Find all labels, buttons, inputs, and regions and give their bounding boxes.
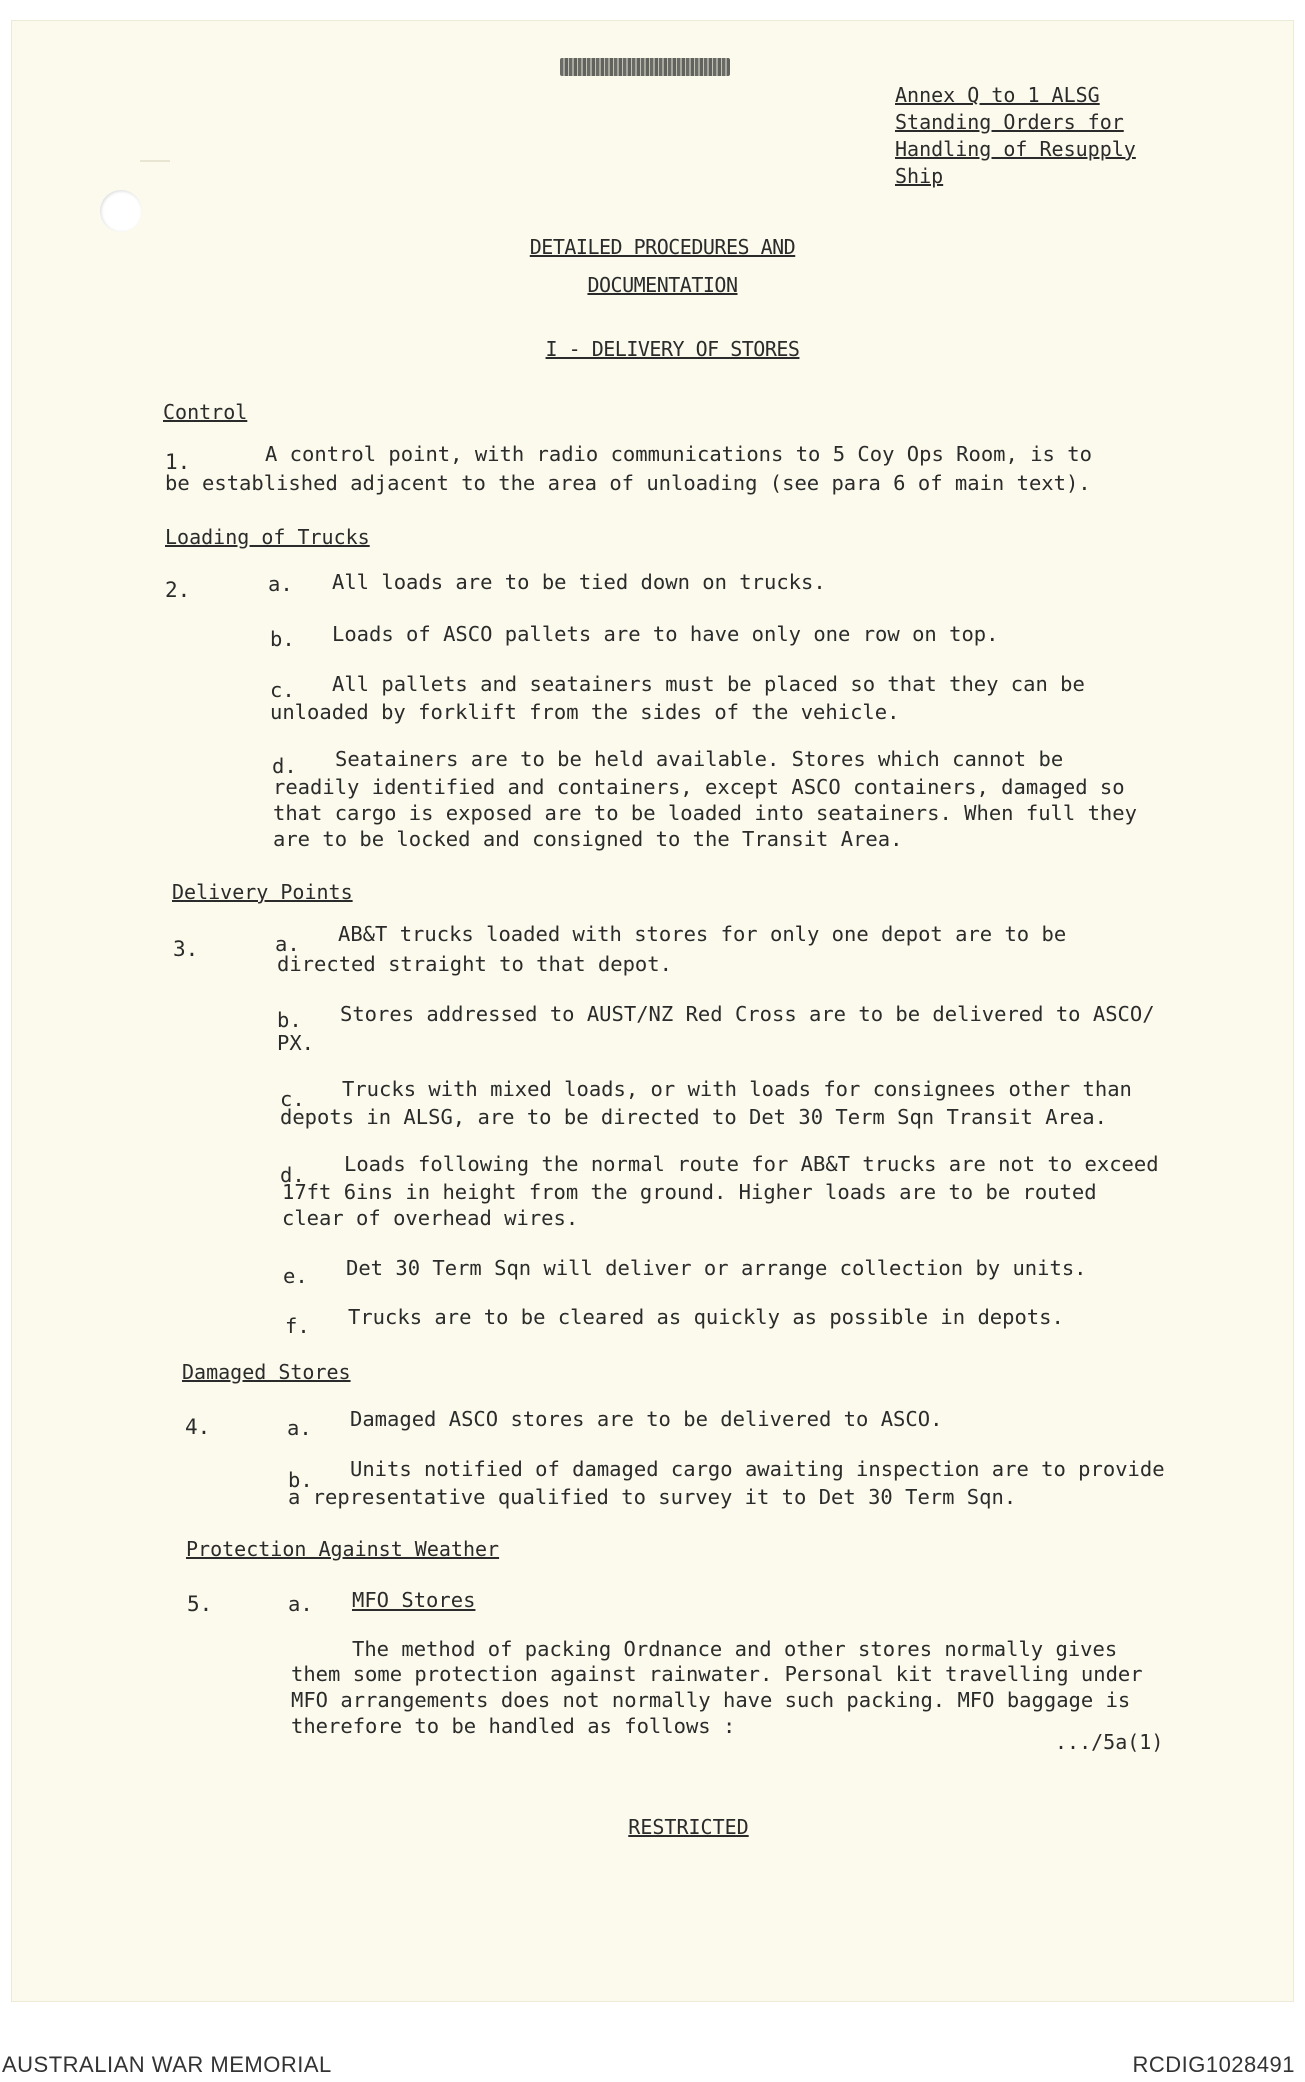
annex-line: Handling of Resupply — [895, 137, 1136, 161]
para-number: 1. — [165, 450, 191, 474]
item-label: b. — [277, 1008, 302, 1032]
para-number: 4. — [185, 1415, 211, 1439]
item-text: All pallets and seatainers must be placed so that they can be — [332, 672, 1085, 696]
section-heading-control: Control — [163, 400, 248, 424]
continuation-marker: .../5a(1) — [1055, 1730, 1164, 1754]
annex-line: Ship — [895, 164, 944, 188]
annex-line: Standing Orders for — [895, 110, 1124, 134]
para-text: be established adjacent to the area of unloading (see para 6 of main text). — [165, 471, 1091, 495]
item-label: f. — [285, 1314, 310, 1338]
para-number: 2. — [165, 578, 191, 602]
item-text: therefore to be handled as follows : — [291, 1714, 736, 1738]
item-label: b. — [270, 627, 295, 651]
item-text: them some protection against rainwater. Personal kit travelling under — [291, 1662, 1143, 1686]
annex-reference — [895, 82, 1195, 190]
item-text: depots in ALSG, are to be directed to Det 30 Term Sqn Transit Area. — [280, 1105, 1107, 1129]
item-text: 17ft 6ins in height from the ground. Higher loads are to be routed — [282, 1180, 1097, 1204]
para-number: 3. — [173, 937, 199, 961]
item-text: Det 30 Term Sqn will deliver or arrange collection by units. — [346, 1256, 1087, 1280]
punch-hole — [100, 190, 142, 232]
item-label: c. — [270, 678, 295, 702]
title-line-2: DOCUMENTATION — [587, 273, 738, 297]
item-text: AB&T trucks loaded with stores for only one depot are to be — [338, 922, 1067, 946]
item-text: directed straight to that depot. — [277, 952, 672, 976]
item-text: Units notified of damaged cargo awaiting inspection are to provide — [350, 1457, 1165, 1481]
caption-left: AUSTRALIAN WAR MEMORIAL — [2, 2052, 332, 2077]
classification-marking: RESTRICTED — [628, 1815, 749, 1839]
item-label: e. — [283, 1264, 308, 1288]
caption-right: RCDIG1028491 — [1132, 2052, 1295, 2077]
item-text: PX. — [277, 1031, 315, 1055]
title-line-3: I - DELIVERY OF STORES — [545, 337, 800, 361]
item-label: b. — [288, 1468, 313, 1492]
item-text: Loads following the normal route for AB&T trucks are not to exceed — [344, 1152, 1159, 1176]
section-heading-damaged: Damaged Stores — [182, 1360, 351, 1384]
title-line-1: DETAILED PROCEDURES AND — [529, 235, 796, 259]
item-text: readily identified and containers, except ASCO containers, damaged so — [273, 775, 1125, 799]
item-subheading: MFO Stores — [352, 1588, 476, 1612]
item-label: a. — [275, 932, 300, 956]
item-text: The method of packing Ordnance and other stores normally gives — [352, 1637, 1118, 1661]
section-heading-delivery: Delivery Points — [172, 880, 353, 904]
item-text: are to be locked and consigned to the Transit Area. — [273, 827, 903, 851]
section-heading-loading: Loading of Trucks — [165, 525, 370, 549]
paper-mark — [140, 160, 170, 162]
section-heading-weather: Protection Against Weather — [186, 1537, 500, 1561]
item-text: unloaded by forklift from the sides of the vehicle. — [270, 700, 900, 724]
item-text: Stores addressed to AUST/NZ Red Cross are to be delivered to ASCO/ — [340, 1002, 1155, 1026]
item-text: Trucks are to be cleared as quickly as possible in depots. — [348, 1305, 1064, 1329]
para-number: 5. — [187, 1592, 213, 1616]
item-label: a. — [268, 572, 293, 596]
annex-line: Annex Q to 1 ALSG — [895, 83, 1100, 107]
item-label: a. — [288, 1592, 313, 1616]
item-label: d. — [280, 1163, 305, 1187]
item-text: Seatainers are to be held available. Stores which cannot be — [335, 747, 1064, 771]
item-text: that cargo is exposed are to be loaded into seatainers. When full they — [273, 801, 1137, 825]
item-text: MFO arrangements does not normally have such packing. MFO baggage is — [291, 1688, 1131, 1712]
item-label: d. — [272, 754, 297, 778]
item-label: c. — [280, 1087, 305, 1111]
item-text: clear of overhead wires. — [282, 1206, 579, 1230]
item-text: Trucks with mixed loads, or with loads for consignees other than — [342, 1077, 1132, 1101]
item-text: Loads of ASCO pallets are to have only one row on top. — [332, 622, 999, 646]
item-text: Damaged ASCO stores are to be delivered to ASCO. — [350, 1407, 943, 1431]
redacted-stamp — [560, 58, 730, 76]
item-text: a representative qualified to survey it to Det 30 Term Sqn. — [288, 1485, 1017, 1509]
para-text: A control point, with radio communications to 5 Coy Ops Room, is to — [265, 442, 1092, 466]
item-text: All loads are to be tied down on trucks. — [332, 570, 826, 594]
item-label: a. — [287, 1416, 312, 1440]
